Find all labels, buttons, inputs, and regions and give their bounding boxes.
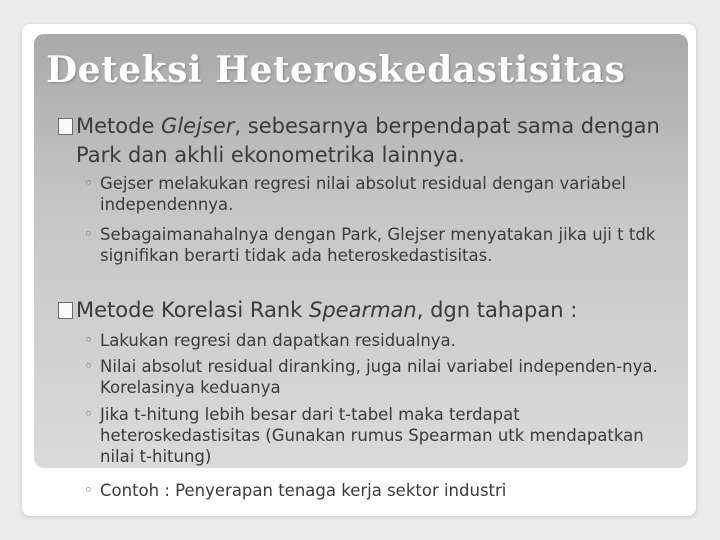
square-bullet-icon [58,118,73,135]
sub-bullet: ◦ Jika t-hitung lebih besar dari t-tabel maka terdapat heteroskedastisitas (Gunakan rumus Spearman utk mendapatkan nilai t-hitung) [84,405,644,466]
slide-title: Deteksi Heteroskedastisitas [46,49,626,91]
circle-bullet-icon: ◦ [84,357,93,375]
sub-bullet: ◦ Contoh : Penyerapan tenaga kerja sektor industri [84,481,507,500]
sub-bullet: ◦ Nilai absolut residual diranking, juga nilai variabel independen-nya. Korelasinya keduanya [84,357,658,397]
square-bullet-icon [58,302,73,319]
circle-bullet-icon: ◦ [84,481,93,499]
bullet-glejser [58,112,698,170]
sub-bullet: ◦ Gejser melakukan regresi nilai absolut residual dengan variabel independennya. [84,174,627,214]
sub-bullet: ◦ Lakukan regresi dan dapatkan residualnya. [84,331,456,350]
bullet-text: Metode Korelasi Rank Spearman, dgn tahapan : [76,298,578,322]
bullet-text: Metode Glejser, sebesarnya berpendapat sama dengan Park dan akhli ekonometrika lainnya. [76,114,660,167]
sub-bullet: ◦ Sebagaimanahalnya dengan Park, Glejser menyatakan jika uji t tdk signifikan berarti tidak ada heteroskedastisitas. [84,225,656,265]
circle-bullet-icon: ◦ [84,174,93,192]
bullet-spearman [58,296,698,325]
circle-bullet-icon: ◦ [84,331,93,349]
circle-bullet-icon: ◦ [84,405,93,423]
circle-bullet-icon: ◦ [84,225,93,243]
